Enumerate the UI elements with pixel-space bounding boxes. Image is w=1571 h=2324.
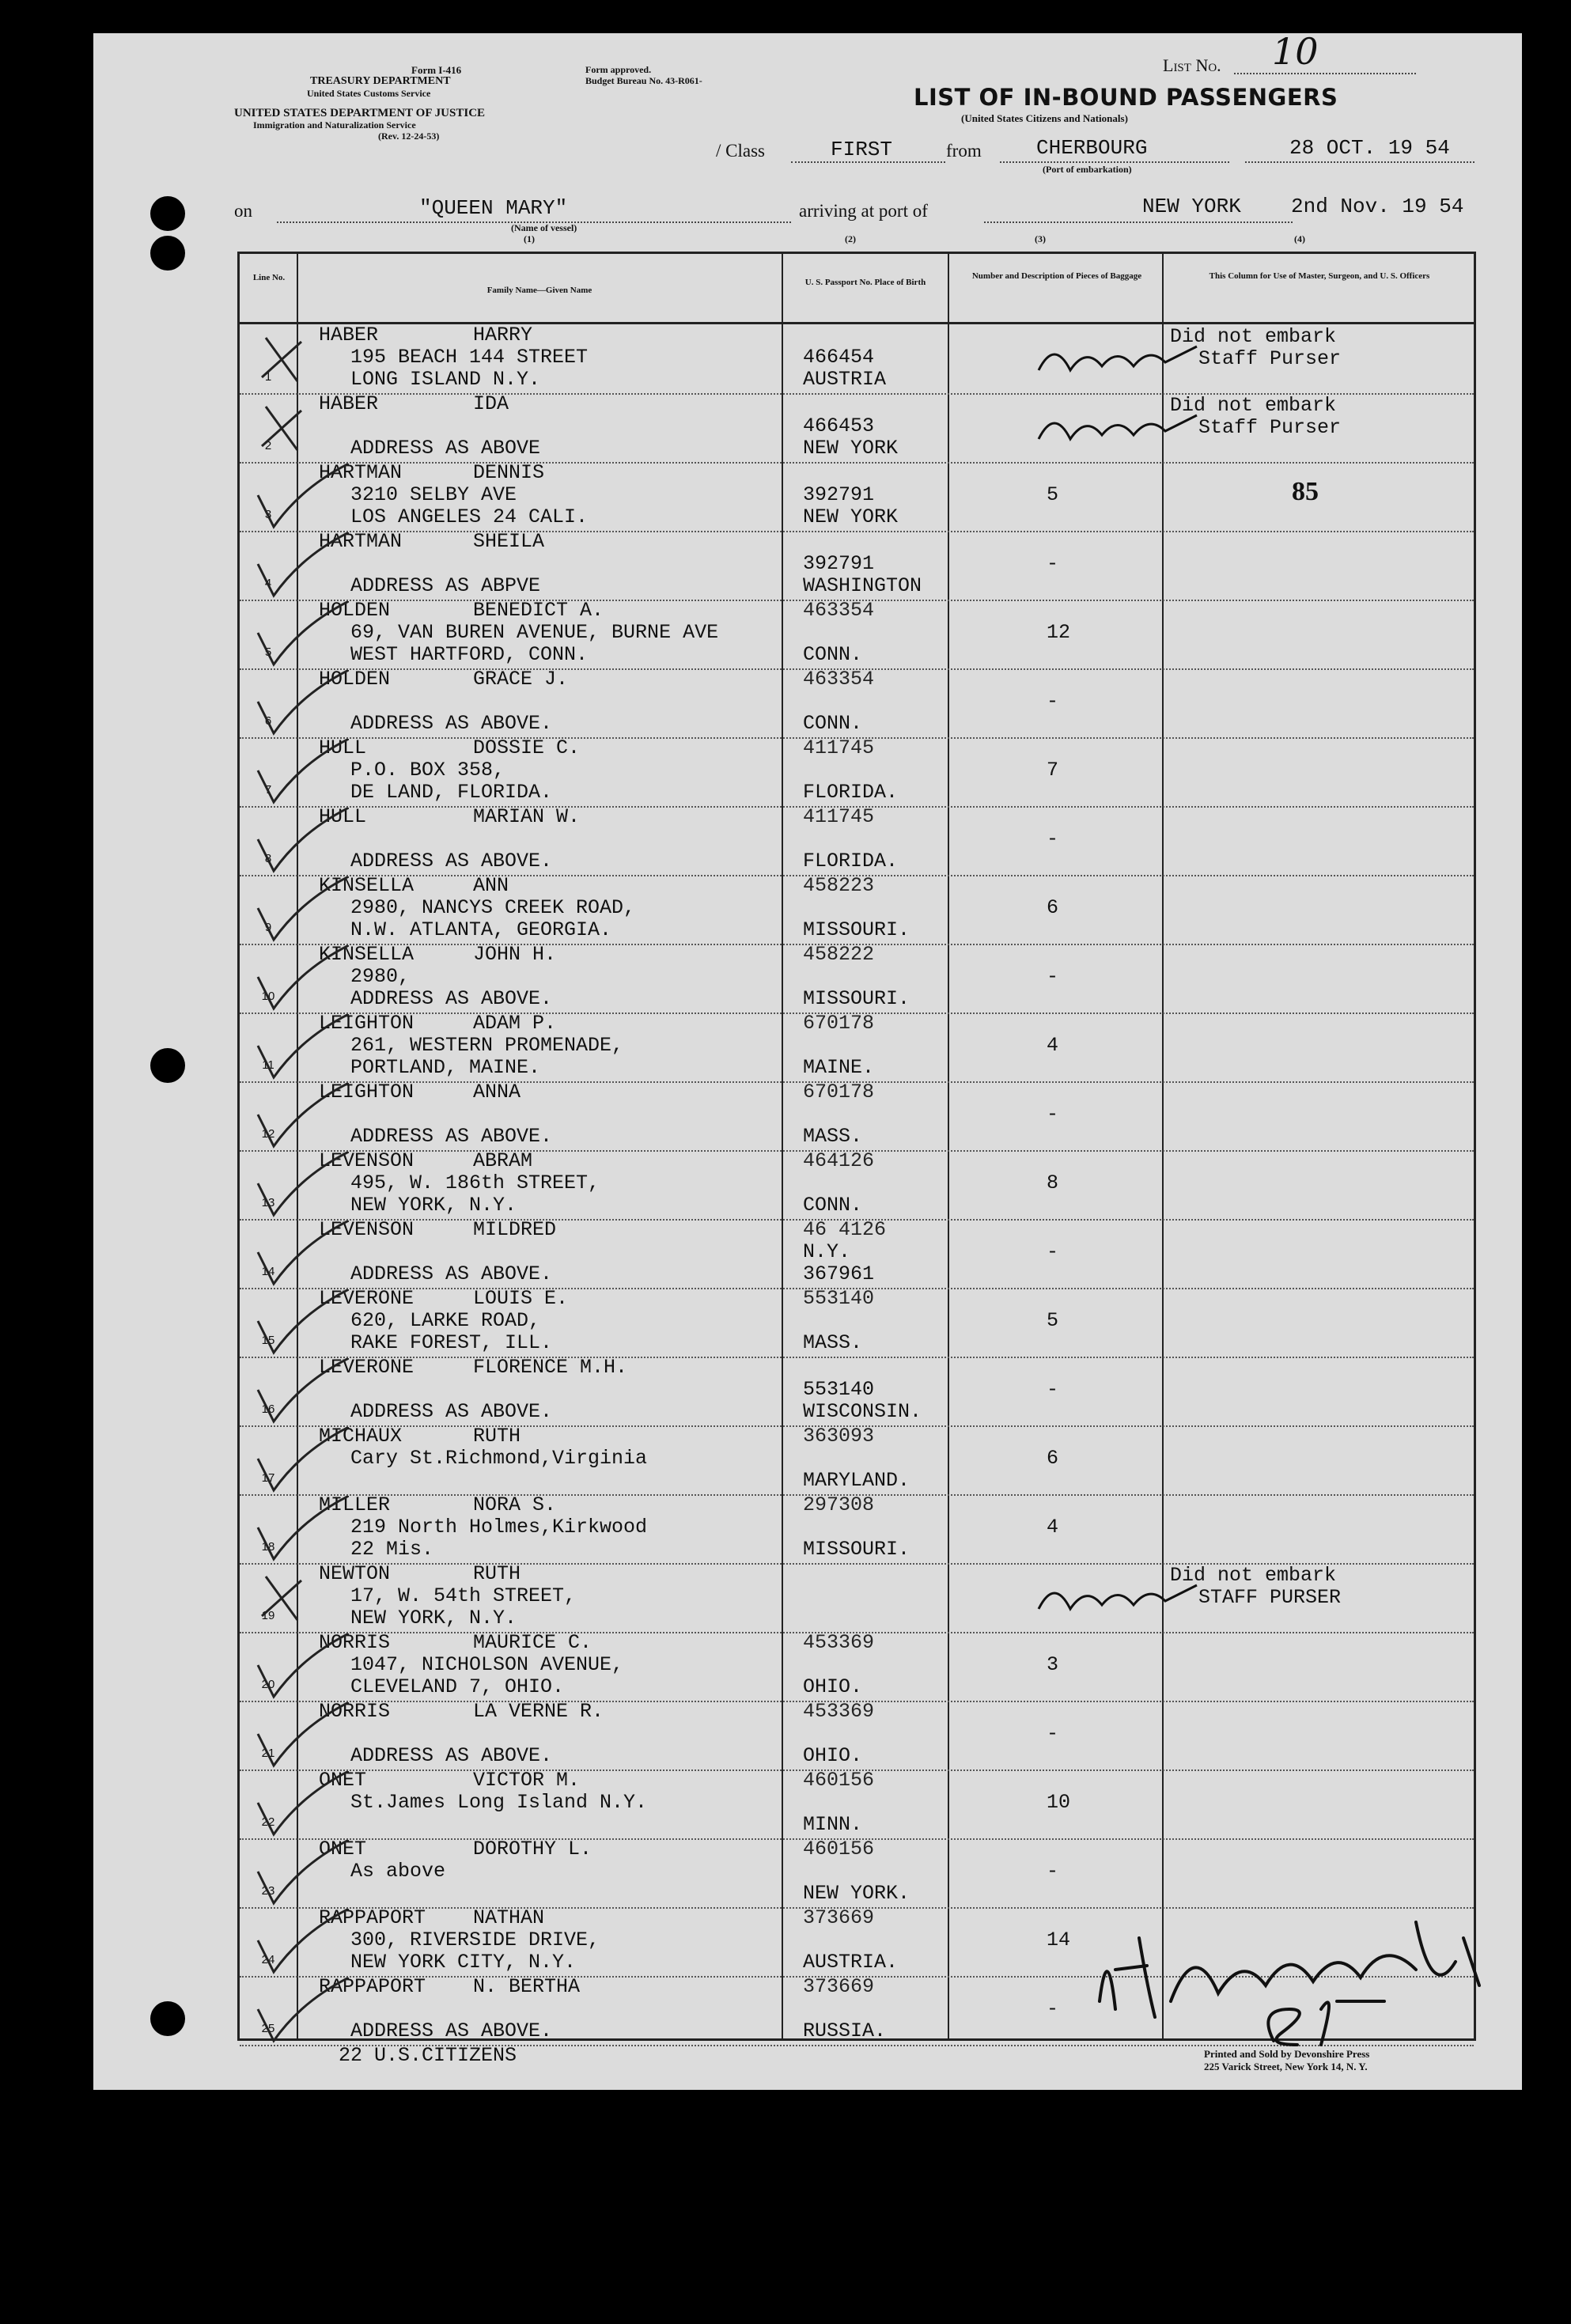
line-number: 10: [261, 990, 275, 1003]
passenger-name: LEVENSON ABRAM: [319, 1149, 533, 1172]
baggage-count: 6: [1047, 1447, 1059, 1470]
punch-hole: [150, 1048, 185, 1083]
address-line-1: 69, VAN BUREN AVENUE, BURNE AVE: [350, 621, 719, 644]
address-line-2: RAKE FOREST, ILL.: [350, 1331, 553, 1354]
address-line-2: NEW YORK, N.Y.: [350, 1607, 517, 1629]
passenger-name: HARTMAN SHEILA: [319, 530, 545, 553]
line-number: 5: [264, 645, 272, 659]
address-line-2: ADDRESS AS ABOVE.: [350, 712, 553, 735]
table-row: [240, 1357, 1474, 1427]
passport-line-1: 460156: [803, 1838, 875, 1860]
department-of-justice: UNITED STATES DEPARTMENT OF JUSTICE: [234, 107, 486, 119]
address-line-1: 3210 SELBY AVE: [350, 483, 517, 506]
place-of-birth: CONN.: [803, 712, 863, 735]
on-label: on: [234, 201, 252, 221]
list-number-value: 10: [1272, 30, 1319, 73]
baggage-count: 10: [1047, 1791, 1071, 1814]
line-number: 3: [264, 508, 272, 521]
baggage-count: 4: [1047, 1034, 1059, 1057]
cross-mark-icon: [254, 1565, 349, 1636]
passport-line-1: 458223: [803, 874, 875, 897]
baggage-count: -: [1047, 1378, 1059, 1401]
line-number: 14: [261, 1265, 275, 1278]
baggage-count: -: [1047, 1722, 1059, 1745]
header-baggage: Number and Description of Pieces of Baggage: [971, 271, 1142, 281]
check-mark-icon: [254, 808, 349, 879]
address-line-1: 495, W. 186th STREET,: [350, 1171, 600, 1194]
place-of-birth: CONN.: [803, 1194, 863, 1217]
baggage-count: 7: [1047, 759, 1059, 782]
staff-initials-mark: [1031, 407, 1213, 455]
embarkation-date: 28 OCT. 19 54: [1289, 136, 1450, 160]
address-line-2: WEST HARTFORD, CONN.: [350, 643, 589, 666]
place-of-birth: MISSOURI.: [803, 918, 910, 941]
page-title: LIST OF IN-BOUND PASSENGERS: [914, 84, 1338, 111]
check-mark-icon: [254, 1702, 349, 1773]
passenger-name: LEVERONE LOUIS E.: [319, 1287, 569, 1310]
passport-line-1: 411745: [803, 805, 875, 828]
column-number-2: (2): [845, 233, 856, 244]
baggage-count: -: [1047, 690, 1059, 713]
passport-line-1: 670178: [803, 1081, 875, 1103]
place-of-birth: RUSSIA.: [803, 2019, 887, 2042]
address-line-2: ADDRESS AS ABOVE.: [350, 1262, 553, 1285]
table-row: [240, 1150, 1474, 1221]
revision-date: (Rev. 12-24-53): [378, 131, 440, 142]
place-of-birth: MISSOURI.: [803, 1538, 910, 1561]
cross-mark-icon: [254, 395, 349, 466]
check-mark-icon: [254, 532, 349, 604]
table-row: [240, 806, 1474, 876]
table-row: [240, 1288, 1474, 1358]
line-number: 19: [261, 1609, 275, 1622]
table-row: [240, 1219, 1474, 1289]
passport-line-1: 297308: [803, 1493, 875, 1516]
table-row: [240, 1012, 1474, 1083]
punch-hole: [150, 236, 185, 271]
baggage-count: -: [1047, 827, 1059, 850]
address-line-1: 17, W. 54th STREET,: [350, 1584, 577, 1607]
officer-note-1: Did not embark: [1170, 1564, 1337, 1587]
baggage-count: -: [1047, 1997, 1059, 2020]
check-mark-icon: [254, 1221, 349, 1292]
staff-initials-mark: [1031, 1577, 1213, 1625]
address-line-2: ADDRESS AS ABOVE: [350, 437, 541, 460]
cross-mark-icon: [254, 326, 349, 397]
line-number: 13: [261, 1196, 275, 1209]
port-of-embarkation: CHERBOURG: [1036, 136, 1148, 160]
place-of-birth: NEW YORK: [803, 505, 899, 528]
address-line-2: NEW YORK CITY, N.Y.: [350, 1951, 577, 1974]
passport-line-1: 411745: [803, 736, 875, 759]
line-number: 18: [261, 1540, 275, 1554]
place-of-birth: AUSTRIA.: [803, 1951, 899, 1974]
citizens-count: 22 U.S.CITIZENS: [339, 2044, 517, 2067]
class-label: / Class: [716, 141, 765, 161]
table-row: [240, 1632, 1474, 1702]
address-line-2: CLEVELAND 7, OHIO.: [350, 1675, 565, 1698]
passport-line-2: 466453: [803, 414, 875, 437]
address-line-1: P.O. BOX 358,: [350, 759, 505, 782]
line-number: 21: [261, 1747, 275, 1760]
line-number: 16: [261, 1402, 275, 1416]
passport-line-1: 670178: [803, 1012, 875, 1035]
place-of-birth: NEW YORK: [803, 437, 899, 460]
address-line-1: 2980, NANCYS CREEK ROAD,: [350, 896, 636, 919]
header-officers: This Column for Use of Master, Surgeon, and U. S. Officers: [1209, 271, 1430, 281]
line-number: 25: [261, 2022, 275, 2035]
passenger-name: HARTMAN DENNIS: [319, 461, 545, 484]
passenger-name: NORRIS MAURICE C.: [319, 1631, 592, 1654]
line-number: 7: [264, 783, 272, 797]
place-of-birth: AUSTRIA: [803, 368, 887, 391]
officer-note-2: STAFF PURSER: [1198, 1586, 1342, 1609]
place-of-birth: WISCONSIN.: [803, 1400, 922, 1423]
address-line-1: 2980,: [350, 965, 411, 988]
place-of-birth: FLORIDA.: [803, 781, 899, 804]
passenger-name: KINSELLA JOHN H.: [319, 943, 557, 966]
passenger-name: RAPPAPORT N. BERTHA: [319, 1975, 581, 1998]
line-number: 4: [264, 577, 272, 590]
baggage-count: 6: [1047, 896, 1059, 919]
check-mark-icon: [254, 1840, 349, 1911]
place-of-birth: MISSOURI.: [803, 987, 910, 1010]
table-row: [240, 875, 1474, 945]
address-line-1: Cary St.Richmond,Virginia: [350, 1447, 648, 1470]
line-number: 6: [264, 714, 272, 728]
line-number: 24: [261, 1953, 275, 1966]
passenger-name: ONET DOROTHY L.: [319, 1838, 592, 1860]
place-of-birth: MAINE.: [803, 1056, 875, 1079]
place-of-birth: MASS.: [803, 1331, 863, 1354]
table-row: [240, 600, 1474, 670]
punch-hole: [150, 196, 185, 231]
passenger-name: HULL DOSSIE C.: [319, 736, 581, 759]
passenger-name: HOLDEN BENEDICT A.: [319, 599, 604, 622]
arriving-label: arriving at port of: [799, 201, 928, 221]
form-number: Form I-416: [411, 64, 462, 76]
passport-line-1: 373669: [803, 1975, 875, 1998]
column-number-4: (4): [1294, 233, 1305, 244]
officer-note-2: Staff Purser: [1198, 347, 1342, 370]
place-of-birth: MINN.: [803, 1813, 863, 1836]
vessel-caption: (Name of vessel): [511, 222, 577, 233]
table-row: [240, 324, 1474, 395]
passenger-name: HOLDEN GRACE J.: [319, 668, 569, 691]
line-number: 22: [261, 1815, 275, 1829]
address-line-1: As above: [350, 1860, 446, 1883]
passport-line-2: 553140: [803, 1378, 875, 1401]
baggage-count: -: [1047, 1860, 1059, 1883]
column-number-3: (3): [1035, 233, 1046, 244]
from-label: from: [946, 141, 982, 161]
passenger-name: NEWTON RUTH: [319, 1562, 521, 1585]
address-line-1: 195 BEACH 144 STREET: [350, 346, 589, 369]
address-line-2: N.W. ATLANTA, GEORGIA.: [350, 918, 612, 941]
class-value: FIRST: [831, 138, 893, 161]
passport-line-1: 453369: [803, 1631, 875, 1654]
baggage-count: 4: [1047, 1516, 1059, 1539]
inspector-signature: [1084, 1891, 1527, 2049]
punch-hole: [150, 2001, 185, 2036]
passenger-name: ONET VICTOR M.: [319, 1769, 581, 1792]
passport-line-2: 466454: [803, 346, 875, 369]
check-mark-icon: [254, 1909, 349, 1980]
officer-note-1: Did not embark: [1170, 325, 1337, 348]
address-line-2: ADDRESS AS ABOVE.: [350, 2019, 553, 2042]
check-mark-icon: [254, 739, 349, 810]
treasury-department: TREASURY DEPARTMENT: [310, 75, 451, 87]
address-line-2: LOS ANGELES 24 CALI.: [350, 505, 589, 528]
check-mark-icon: [254, 876, 349, 948]
list-number-label: List No.: [1163, 55, 1221, 75]
passport-line-1: 464126: [803, 1149, 875, 1172]
table-row: [240, 531, 1474, 601]
line-number: 12: [261, 1127, 275, 1141]
check-mark-icon: [254, 1496, 349, 1567]
table-row: [240, 944, 1474, 1014]
officer-note-1: Did not embark: [1170, 394, 1337, 417]
line-number: 2: [264, 439, 272, 452]
passport-line-1: 553140: [803, 1287, 875, 1310]
address-line-2: LONG ISLAND N.Y.: [350, 368, 541, 391]
passport-line-1: 46 4126: [803, 1218, 887, 1241]
place-of-birth: OHIO.: [803, 1744, 863, 1767]
passport-line-1: 460156: [803, 1769, 875, 1792]
address-line-2: ADDRESS AS ABOVE.: [350, 1125, 553, 1148]
vessel-name: "QUEEN MARY": [419, 196, 568, 220]
baggage-count: -: [1047, 1240, 1059, 1263]
officer-note-2: Staff Purser: [1198, 416, 1342, 439]
table-row: [240, 668, 1474, 739]
line-number: 9: [264, 921, 272, 934]
baggage-count: 5: [1047, 483, 1059, 506]
passenger-name: HABER IDA: [319, 392, 509, 415]
passport-line-2: N.Y.: [803, 1240, 851, 1263]
table-row: [240, 1769, 1474, 1840]
line-number: 1: [264, 370, 272, 384]
header-family-name: Family Name—Given Name: [486, 286, 592, 295]
passenger-name: NORRIS LA VERNE R.: [319, 1700, 604, 1723]
table-row: [240, 1081, 1474, 1152]
passport-line-2: 392791: [803, 552, 875, 575]
address-line-1: 261, WESTERN PROMENADE,: [350, 1034, 624, 1057]
address-line-2: ADDRESS AS ABOVE.: [350, 850, 553, 872]
place-of-birth: OHIO.: [803, 1675, 863, 1698]
passenger-name: KINSELLA ANN: [319, 874, 509, 897]
check-mark-icon: [254, 464, 349, 535]
place-of-birth: FLORIDA.: [803, 850, 899, 872]
check-mark-icon: [254, 1771, 349, 1842]
passenger-name: LEVENSON MILDRED: [319, 1218, 557, 1241]
check-mark-icon: [254, 1978, 349, 2049]
check-mark-icon: [254, 1427, 349, 1498]
passenger-name: LEVERONE FLORENCE M.H.: [319, 1356, 628, 1379]
table-row: [240, 1563, 1474, 1633]
passport-line-2: 392791: [803, 483, 875, 506]
port-of-arrival: NEW YORK: [1142, 195, 1241, 218]
check-mark-icon: [254, 1152, 349, 1223]
printer-line-2: 225 Varick Street, New York 14, N. Y.: [1204, 2061, 1368, 2072]
address-line-2: ADDRESS AS ABPVE: [350, 574, 541, 597]
line-number: 11: [262, 1058, 274, 1072]
place-of-birth: MASS.: [803, 1125, 863, 1148]
arrival-date: 2nd Nov. 19 54: [1291, 195, 1464, 218]
passenger-name: LEIGHTON ADAM P.: [319, 1012, 557, 1035]
address-line-2: DE LAND, FLORIDA.: [350, 781, 553, 804]
ins-service: Immigration and Naturalization Service: [253, 119, 416, 131]
address-line-1: St.James Long Island N.Y.: [350, 1791, 648, 1814]
passenger-name: MICHAUX RUTH: [319, 1425, 521, 1448]
address-line-2: NEW YORK, N.Y.: [350, 1194, 517, 1217]
place-of-birth: MARYLAND.: [803, 1469, 910, 1492]
baggage-count: 5: [1047, 1309, 1059, 1332]
passenger-name: MILLER NORA S.: [319, 1493, 557, 1516]
place-of-birth: WASHINGTON: [803, 574, 922, 597]
table-row: [240, 462, 1474, 532]
address-line-1: 1047, NICHOLSON AVENUE,: [350, 1653, 624, 1676]
customs-service: United States Customs Service: [307, 88, 431, 99]
column-number-1: (1): [524, 233, 535, 244]
header-line-no: Line No.: [252, 273, 286, 282]
address-line-2: ADDRESS AS ABOVE.: [350, 1744, 553, 1767]
baggage-count: -: [1047, 965, 1059, 988]
passenger-name: LEIGHTON ANNA: [319, 1081, 521, 1103]
passport-line-1: 463354: [803, 668, 875, 691]
table-row: [240, 737, 1474, 808]
table-row: [240, 1425, 1474, 1496]
table-row: [240, 1701, 1474, 1771]
port-caption: (Port of embarkation): [1043, 164, 1132, 175]
line-number: 17: [261, 1471, 275, 1485]
check-mark-icon: [254, 1358, 349, 1429]
place-of-birth: NEW YORK.: [803, 1882, 910, 1905]
printer-line-1: Printed and Sold by Devonshire Press: [1204, 2048, 1370, 2060]
check-mark-icon: [254, 1289, 349, 1361]
check-mark-icon: [254, 1014, 349, 1085]
passport-line-1: 463354: [803, 599, 875, 622]
baggage-count: -: [1047, 552, 1059, 575]
budget-bureau-no: Budget Bureau No. 43-R061-: [585, 75, 702, 86]
header-passport: U. S. Passport No. Place of Birth: [804, 278, 926, 287]
baggage-count: 8: [1047, 1171, 1059, 1194]
passport-line-1: 363093: [803, 1425, 875, 1448]
passenger-name: RAPPAPORT NATHAN: [319, 1906, 545, 1929]
check-mark-icon: [254, 1083, 349, 1154]
check-mark-icon: [254, 1633, 349, 1705]
address-line-2: 22 Mis.: [350, 1538, 434, 1561]
address-line-2: PORTLAND, MAINE.: [350, 1056, 541, 1079]
baggage-count: 14: [1047, 1928, 1071, 1951]
address-line-1: 219 North Holmes,Kirkwood: [350, 1516, 648, 1539]
passport-line-1: 373669: [803, 1906, 875, 1929]
check-mark-icon: [254, 945, 349, 1016]
passport-line-1: 458222: [803, 943, 875, 966]
baggage-count: 3: [1047, 1653, 1059, 1676]
address-line-1: 620, LARKE ROAD,: [350, 1309, 541, 1332]
place-of-birth: 367961: [803, 1262, 875, 1285]
approval-note: Form approved.: [585, 64, 652, 75]
line-number: 8: [264, 852, 272, 865]
check-mark-icon: [254, 601, 349, 672]
page-subtitle: (United States Citizens and Nationals): [961, 112, 1128, 124]
staff-initials-mark: [1031, 339, 1213, 386]
passenger-name: HABER HARRY: [319, 324, 533, 346]
place-of-birth: CONN.: [803, 643, 863, 666]
address-line-1: 300, RIVERSIDE DRIVE,: [350, 1928, 600, 1951]
baggage-count: -: [1047, 1103, 1059, 1126]
line-number: 23: [261, 1884, 275, 1898]
passenger-name: HULL MARIAN W.: [319, 805, 581, 828]
address-line-2: ADDRESS AS ABOVE.: [350, 1400, 553, 1423]
passenger-table: [237, 252, 1476, 2041]
table-row: [240, 393, 1474, 464]
baggage-count: 12: [1047, 621, 1071, 644]
officer-note-1: 85: [1292, 477, 1319, 506]
passport-line-1: 453369: [803, 1700, 875, 1723]
table-row: [240, 1494, 1474, 1565]
line-number: 15: [261, 1334, 275, 1347]
check-mark-icon: [254, 670, 349, 741]
address-line-2: ADDRESS AS ABOVE.: [350, 987, 553, 1010]
line-number: 20: [261, 1678, 275, 1691]
